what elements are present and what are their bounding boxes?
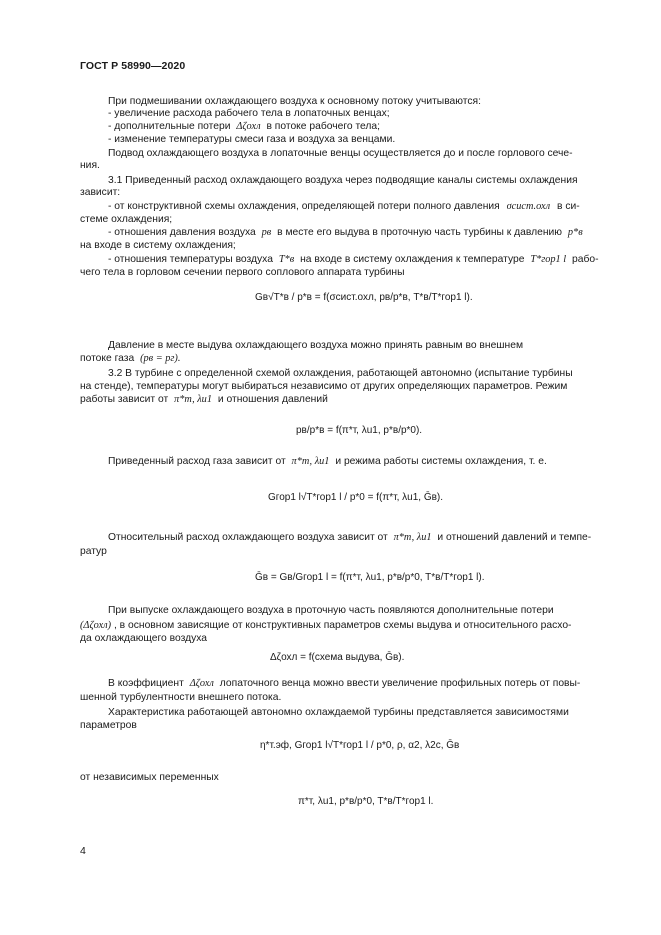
text-span: лопаточного венца можно ввести увеличение профильных потерь от повы-: [219, 678, 581, 689]
text-line: чего тела в горловом сечении первого соплового аппарата турбины: [80, 267, 405, 278]
text-span: и отношений давлений и темпе-: [437, 532, 592, 543]
text-line: - увеличение расхода рабочего тела в лопаточных венцах;: [108, 108, 390, 119]
symbol-dzeta-coef: Δζохл: [189, 678, 214, 689]
text-span: на входе в систему охлаждения к температуре: [300, 254, 525, 265]
text-line: [108, 201, 580, 213]
text-span: и режима работы системы охлаждения, т. е.: [335, 456, 547, 467]
formula-6: η*т.эф, Gгор1 l√T*гор1 l / p*0, ρ, α2, λ2c, Ḡв: [260, 740, 460, 751]
text-span: Относительный расход охлаждающего воздуха зависит от: [108, 532, 388, 543]
text-line: [80, 620, 571, 632]
text-line: Характеристика работающей автономно охлаждаемой турбины представляется зависимостями: [108, 707, 569, 718]
formula-4: Ḡв = Gв/Gгор1 l = f(π*т, λu1, p*в/p*0, T*в/T*гор1 l).: [255, 572, 485, 583]
symbol-t-gor1-star: T*гор1 l: [530, 254, 567, 265]
text-span: работы зависит от: [80, 394, 169, 405]
text-line: 3.1 Приведенный расход охлаждающего воздуха через подводящие каналы системы охлаждения: [108, 175, 578, 186]
text-line: 3.2 В турбине с определенной схемой охлаждения, работающей автономно (испытание турбины: [108, 368, 573, 379]
symbol-t-v-star: T*в: [278, 254, 295, 265]
text-line: [108, 121, 380, 133]
symbol-sigma: σсист.охл: [506, 201, 551, 212]
formula-1: Gв√T*в / p*в = f(σсист.охл, pв/p*в, T*в/T*гор1 l).: [255, 292, 473, 303]
text-line: [108, 456, 547, 468]
symbol-p-v-star: p*в: [567, 227, 583, 238]
text-span: - отношения температуры воздуха: [108, 254, 273, 265]
text-span: в месте его выдува в проточную часть турбины к давлению: [277, 227, 563, 238]
text-line: [80, 394, 328, 406]
text-line: [108, 254, 599, 266]
symbol-pi-lambda: π*т, λu1: [291, 456, 330, 467]
text-line: зависит:: [80, 187, 121, 198]
symbol-pi-lambda: π*т, λu1: [393, 532, 432, 543]
text-span: , в основном зависящие от конструктивных параметров схемы выдува и относительного расхо-: [113, 620, 572, 631]
text-span: В коэффициент: [108, 678, 184, 689]
text-span: в си-: [556, 201, 580, 212]
document-header: ГОСТ Р 58990—2020: [80, 60, 186, 72]
text-line: ратур: [80, 546, 107, 557]
symbol-dzeta-ohl: Δζохл: [236, 121, 261, 132]
text-line: стеме охлаждения;: [80, 214, 173, 225]
text-line: [80, 353, 180, 365]
text-span: потоке газа: [80, 353, 135, 364]
text-line: [108, 227, 586, 239]
text-line: - изменение температуры смеси газа и воздуха за венцами.: [108, 134, 396, 145]
formula-5: Δζохл = f(схема выдува, Ḡв).: [270, 652, 405, 663]
text-span: Приведенный расход газа зависит от: [108, 456, 286, 467]
text-span: - от конструктивной схемы охлаждения, определяющей потери полного давления: [108, 201, 500, 212]
text-span: рабо-: [572, 254, 599, 265]
text-line: от независимых переменных: [80, 772, 219, 783]
text-line: да охлаждающего воздуха: [80, 633, 208, 644]
formula-7: π*т, λu1, p*в/p*0, T*в/T*гор1 l.: [298, 796, 434, 807]
symbol-dzeta-paren: (Δζохл): [80, 620, 112, 631]
symbol-p-v-eq: (pв = pг).: [140, 353, 181, 364]
formula-3: Gгор1 l√T*гор1 l / p*0 = f(π*т, λu1, Ḡв).: [268, 492, 444, 503]
text-line: [108, 532, 591, 544]
text-line: При подмешивании охлаждающего воздуха к основному потоку учитываются:: [108, 96, 481, 107]
text-line: на стенде), температуры могут выбираться независимо от других определяющих параметров. Режим: [80, 381, 568, 392]
text-line: Давление в месте выдува охлаждающего воздуха можно принять равным во внешнем: [108, 340, 524, 351]
symbol-pi-lambda: π*т, λu1: [174, 394, 212, 405]
symbol-p-v: pв: [261, 227, 272, 238]
formula-2: pв/p*в = f(π*т, λu1, p*в/p*0).: [296, 425, 423, 436]
text-line: [108, 678, 580, 690]
text-line: Подвод охлаждающего воздуха в лопаточные венцы осуществляется до и после горлового сече-: [108, 148, 573, 159]
text-span: в потоке рабочего тела;: [266, 121, 381, 132]
text-line: шенной турбулентности внешнего потока.: [80, 692, 282, 703]
text-line: на входе в систему охлаждения;: [80, 240, 236, 251]
page-number: 4: [80, 845, 86, 857]
text-line: ния.: [80, 160, 100, 171]
text-line: параметров: [80, 720, 137, 731]
text-line: При выпуске охлаждающего воздуха в проточную часть появляются дополнительные потери: [108, 605, 554, 616]
text-span: - дополнительные потери: [108, 121, 231, 132]
text-span: и отношения давлений: [217, 394, 328, 405]
text-span: - отношения давления воздуха: [108, 227, 256, 238]
